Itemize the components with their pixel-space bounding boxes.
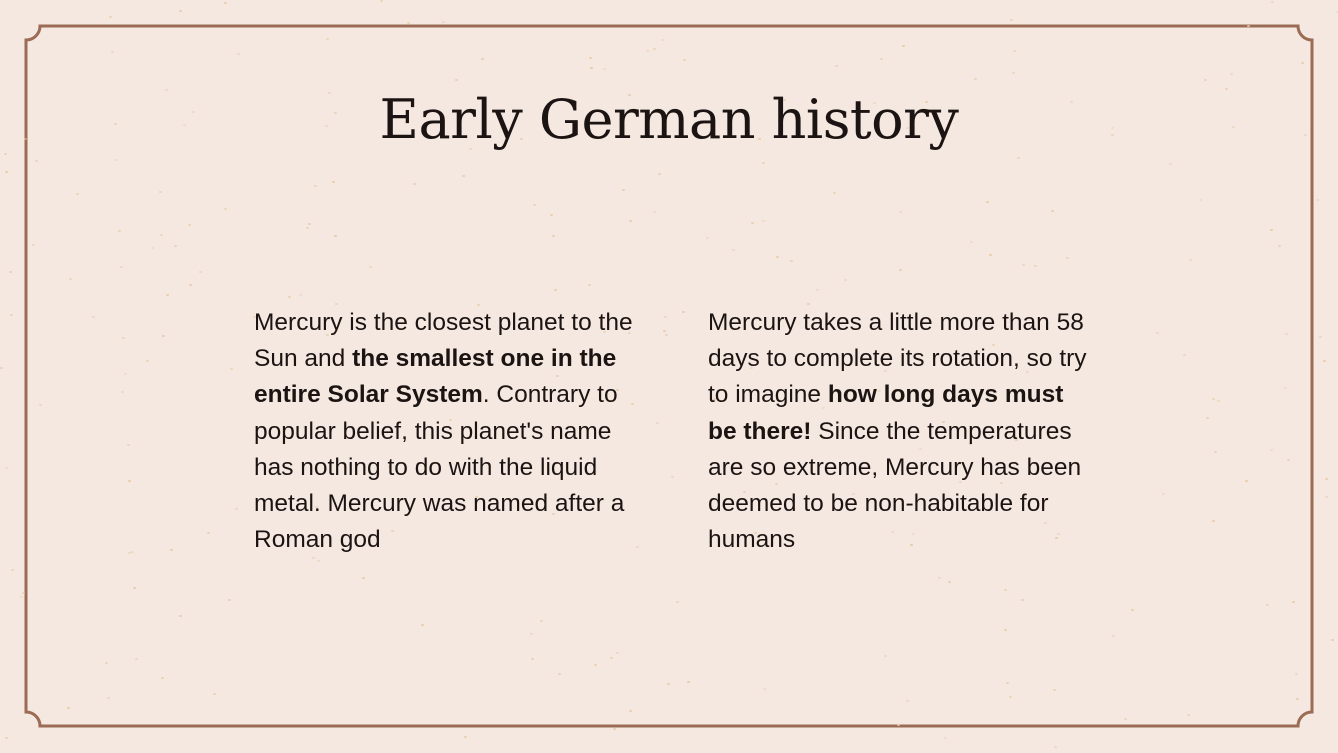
texture-speck	[1319, 336, 1322, 338]
texture-speck	[588, 284, 591, 286]
texture-speck	[235, 508, 238, 510]
texture-speck	[706, 237, 709, 239]
texture-speck	[306, 227, 309, 229]
texture-speck	[67, 707, 70, 709]
texture-speck	[308, 223, 311, 225]
texture-speck	[299, 294, 302, 296]
texture-speck	[188, 224, 191, 226]
texture-speck	[550, 214, 553, 216]
texture-speck	[835, 65, 838, 67]
texture-speck	[616, 652, 619, 654]
text: Since the temperatures are so extreme, Mercury has been deemed to be non-habitable for humans	[708, 417, 1082, 554]
texture-speck	[1034, 265, 1037, 267]
texture-speck	[213, 693, 216, 695]
bold-text: how long days must be there!	[708, 381, 1064, 445]
texture-speck	[1296, 698, 1299, 700]
texture-speck	[69, 278, 72, 280]
texture-speck	[317, 560, 320, 562]
texture-speck	[762, 220, 765, 222]
texture-speck	[974, 78, 977, 80]
texture-speck	[5, 171, 8, 173]
texture-speck	[1230, 73, 1233, 75]
texture-speck	[1245, 480, 1248, 482]
texture-speck	[776, 256, 779, 258]
texture-speck	[880, 58, 883, 60]
texture-speck	[603, 68, 606, 70]
texture-speck	[1012, 72, 1015, 74]
texture-speck	[32, 244, 35, 246]
texture-speck	[0, 367, 3, 369]
texture-speck	[1112, 635, 1115, 637]
texture-speck	[1331, 639, 1334, 641]
left-text-column	[254, 305, 644, 558]
texture-speck	[589, 57, 592, 59]
texture-speck	[39, 404, 42, 406]
texture-speck	[906, 700, 909, 702]
texture-speck	[902, 45, 905, 47]
text: Mercury takes a little more than 58 days to complete its rotation, so try to imagine	[708, 309, 1087, 409]
texture-speck	[146, 360, 149, 362]
texture-speck	[1212, 398, 1215, 400]
texture-speck	[124, 373, 127, 375]
texture-speck	[1009, 696, 1012, 698]
texture-speck	[179, 615, 182, 617]
texture-speck	[884, 655, 887, 657]
texture-speck	[332, 181, 335, 183]
texture-speck	[128, 480, 131, 482]
texture-speck	[133, 587, 136, 589]
texture-speck	[1004, 629, 1007, 631]
texture-speck	[5, 467, 8, 469]
texture-speck	[664, 316, 667, 318]
texture-speck	[683, 59, 686, 61]
texture-speck	[1287, 459, 1290, 461]
texture-speck	[455, 79, 458, 81]
texture-speck	[899, 269, 902, 271]
texture-speck	[790, 260, 793, 262]
texture-speck	[1270, 229, 1273, 231]
text: . Contrary to popular belief, this planet's name has nothing to do with the liquid metal. Mercury was named after a Roman god	[254, 381, 625, 554]
texture-speck	[380, 0, 383, 2]
texture-speck	[676, 601, 679, 603]
texture-speck	[1323, 360, 1326, 362]
texture-speck	[462, 175, 465, 177]
texture-speck	[1270, 449, 1273, 451]
text: Mercury is the closest planet to the Sun and	[254, 309, 633, 373]
texture-speck	[161, 677, 164, 679]
texture-speck	[629, 710, 632, 712]
texture-speck	[897, 724, 900, 726]
texture-speck	[464, 736, 467, 738]
texture-speck	[938, 577, 941, 579]
texture-speck	[105, 662, 108, 664]
texture-speck	[665, 334, 668, 336]
texture-speck	[732, 249, 735, 251]
texture-speck	[481, 58, 484, 60]
texture-speck	[128, 552, 131, 554]
texture-speck	[237, 53, 240, 55]
texture-speck	[166, 294, 169, 296]
texture-speck	[334, 235, 337, 237]
texture-speck	[1022, 264, 1025, 266]
texture-speck	[115, 159, 118, 161]
texture-speck	[179, 10, 182, 12]
texture-speck	[127, 444, 130, 446]
texture-speck	[1278, 245, 1281, 247]
texture-speck	[413, 183, 416, 185]
texture-speck	[1325, 478, 1328, 480]
texture-speck	[970, 241, 973, 243]
right-text-column	[708, 305, 1098, 558]
texture-speck	[170, 549, 173, 551]
texture-speck	[224, 208, 227, 210]
texture-speck	[224, 2, 227, 4]
texture-speck	[554, 289, 557, 291]
texture-speck	[151, 247, 154, 249]
texture-speck	[1131, 609, 1134, 611]
texture-speck	[5, 737, 8, 739]
texture-speck	[442, 21, 445, 23]
texture-speck	[162, 335, 165, 337]
texture-speck	[629, 220, 632, 222]
texture-speck	[1187, 714, 1190, 716]
texture-speck	[174, 245, 177, 247]
texture-speck	[763, 688, 766, 690]
texture-speck	[421, 624, 424, 626]
texture-speck	[540, 620, 543, 622]
texture-speck	[120, 266, 123, 268]
texture-speck	[131, 551, 134, 553]
bold-text: the smallest one in the entire Solar System	[254, 345, 617, 409]
slide-title: Early German history	[379, 88, 959, 151]
texture-speck	[762, 162, 765, 164]
texture-speck	[1010, 19, 1013, 21]
texture-speck	[653, 211, 656, 213]
texture-speck	[533, 204, 536, 206]
texture-speck	[833, 192, 836, 194]
texture-speck	[92, 316, 95, 318]
texture-speck	[844, 279, 847, 281]
texture-speck	[407, 22, 410, 24]
texture-speck	[118, 230, 121, 232]
